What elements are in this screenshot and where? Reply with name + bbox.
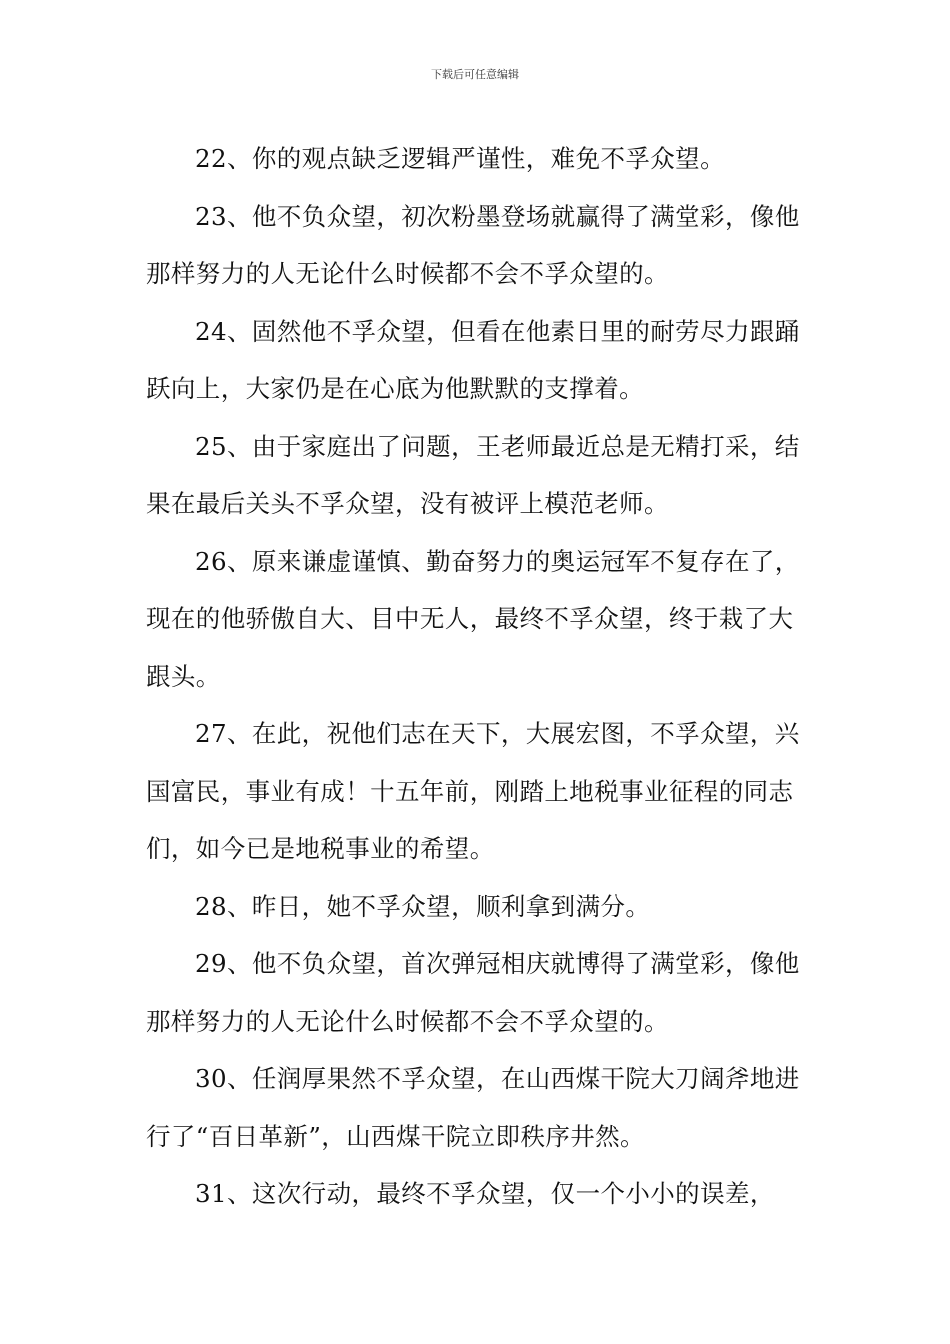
paragraph-22: 22、你的观点缺乏逻辑严谨性，难免不孚众望。 (195, 144, 725, 173)
paragraph-30: 30、任润厚果然不孚众望，在山西煤干院大刀阔斧地进行了“百日革新”，山西煤干院立即秩序井然。 (146, 1064, 800, 1151)
paragraph-26: 26、原来谦虚谨慎、勤奋努力的奥运冠军不复存在了，现在的他骄傲自大、目中无人，最终不孚众望，终于栽了大跟头。 (146, 546, 800, 691)
document-body (146, 130, 818, 1223)
paragraph-28: 28、昨日，她不孚众望，顺利拿到满分。 (195, 891, 651, 921)
paragraph-24: 24、固然他不孚众望，但看在他素日里的耐劳尽力跟踊跃向上，大家仍是在心底为他默默的支撑着。 (146, 316, 800, 403)
paragraph-31: 31、这次行动，最终不孚众望，仅一个小小的误差， (195, 1179, 775, 1208)
paragraph-27: 27、在此，祝他们志在天下，大展宏图，不孚众望，兴国富民，事业有成！十五年前，刚踏上地税事业征程的同志们，如今已是地税事业的希望。 (146, 719, 800, 863)
paragraph-23: 23、他不负众望，初次粉墨登场就赢得了满堂彩，像他那样努力的人无论什么时候都不会不孚众望的。 (146, 201, 800, 288)
paragraph-29: 29、他不负众望，首次弹冠相庆就博得了满堂彩，像他那样努力的人无论什么时候都不会不孚众望的。 (146, 949, 800, 1036)
paragraph-25: 25、由于家庭出了问题，王老师最近总是无精打采，结果在最后关头不孚众望，没有被评上模范老师。 (146, 431, 800, 518)
page-header: 下载后可任意编辑 (431, 68, 519, 81)
